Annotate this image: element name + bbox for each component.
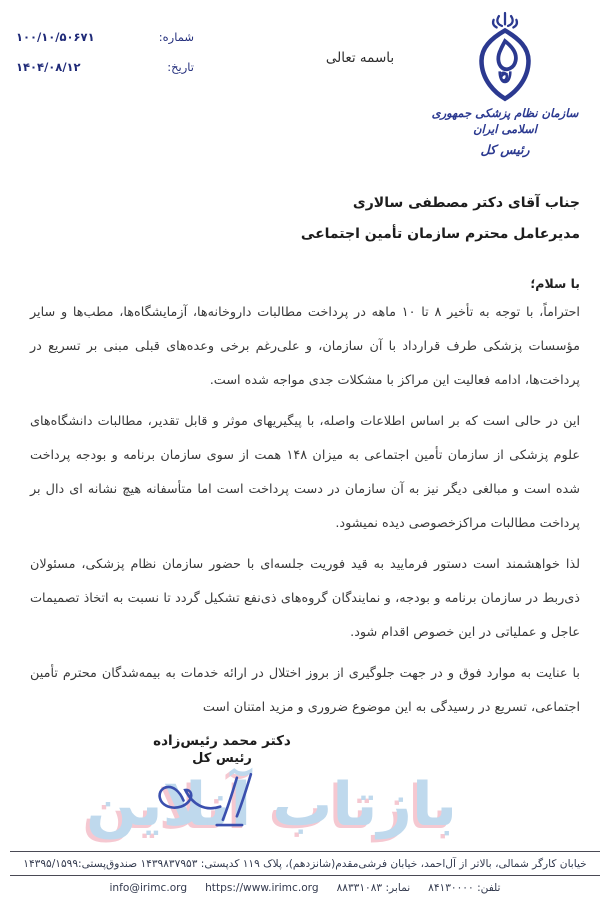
footer-email: info@irimc.org (109, 882, 188, 894)
footer-address: خیابان کارگر شمالی، بالاتر از آل‌احمد، خیابان فرشی‌مقدم(شانزدهم)، پلاک ۱۱۹ کدپستی: ۱۴۳۹۸۳۷۹۵۳ صندوق‌پستی:۱۴۳۹۵/۱۵۹۹ (10, 851, 600, 876)
salutation: با سلام؛ (530, 276, 580, 291)
signature-block (112, 733, 332, 843)
letter-body (30, 296, 580, 732)
org-name-calligraphy: سازمان نظام پزشکی جمهوری اسلامی ایران (431, 106, 579, 136)
baztab-online-watermark: بازتاب آنلاین (86, 770, 458, 840)
bismillah-heading: باسمه تعالی (325, 50, 395, 66)
org-role-calligraphy: رئیس کل (480, 142, 530, 158)
letter-date-label: تاریخ: (167, 60, 194, 74)
letter-footer (10, 851, 600, 895)
recipient-title: مدیرعامل محترم سازمان تأمین اجتماعی (300, 226, 580, 242)
footer-contacts (10, 876, 600, 895)
body-paragraph-4: با عنایت به موارد فوق و در جهت جلوگیری از بروز اختلال در ارائه خدمات به بیمه‌شدگان محترم تأمین اجتماعی، تسریع در رسیدگی به این موضوع ضروری و مزید امتنان است (30, 666, 580, 715)
letter-date-value: ۱۴۰۴/۰۸/۱۲ (16, 60, 81, 74)
handwritten-signature-icon (112, 769, 332, 843)
body-paragraph-1: احتراماً، با توجه به تأخیر ۸ تا ۱۰ ماهه در پرداخت مطالبات داروخانه‌ها، آزمایشگاه‌ها، مطب‌ها و سایر مؤسسات پزشکی طرف قرارداد با آن سازمان، و علی‌رغم برخی وعده‌های قبلی مبنی بر تسریع در پرداخت‌ها، ادامه فعالیت این مراکز با مشکلات جدی مواجه شده است. (30, 305, 580, 388)
body-paragraph-3: لذا خواهشمند است دستور فرمایید به قید فوریت جلسه‌ای با حضور سازمان نظام پزشکی، مسئولان ذی‌ربط در سازمان برنامه و بودجه، و نمایندگان گروه‌های ذی‌نفع تشکیل گردد تا نسبت به اتخاذ تصمیمات عاجل و عملیاتی در این خصوص اقدام شود. (30, 557, 580, 640)
letter-number-label: شماره: (158, 30, 194, 44)
letter-number-row (16, 30, 194, 44)
letterhead (426, 10, 584, 157)
footer-fax-value: ۸۸۳۳۱۰۸۳ (336, 882, 383, 894)
recipient-name: جناب آقای دکتر مصطفی سالاری (352, 195, 580, 211)
letter-number-value: ۱۰۰/۱۰/۵۰۶۷۱ (16, 30, 95, 44)
signer-title: رئیس کل (192, 751, 252, 766)
footer-website: https://www.irimc.org (205, 882, 319, 894)
recipient-block (30, 188, 580, 250)
footer-phone (428, 882, 500, 894)
footer-phone-label: تلفن: (477, 882, 501, 894)
footer-fax-label: نمابر: (385, 882, 411, 894)
body-paragraph-2: این در حالی است که بر اساس اطلاعات واصله، با پیگیریهای موثر و قابل تقدیر، مطالبات دانشگاه‌های علوم پزشکی از سازمان تأمین اجتماعی به میزان ۱۴۸ همت از سوی سازمان برنامه و بودجه پرداخت شده است و مبالغی دیگر نیز به آن سازمان در دست پرداخت است اما متأسفانه هیچ نشانه ای دال بر پرداخت مطالبات مراکزخصوصی دیده نمیشود. (30, 414, 581, 531)
footer-phone-value: ۸۴۱۳۰۰۰۰ (428, 882, 474, 894)
signer-name: دکتر محمد رئیس‌زاده (153, 733, 291, 749)
irimc-logo-icon (426, 10, 584, 104)
footer-fax (337, 882, 411, 894)
